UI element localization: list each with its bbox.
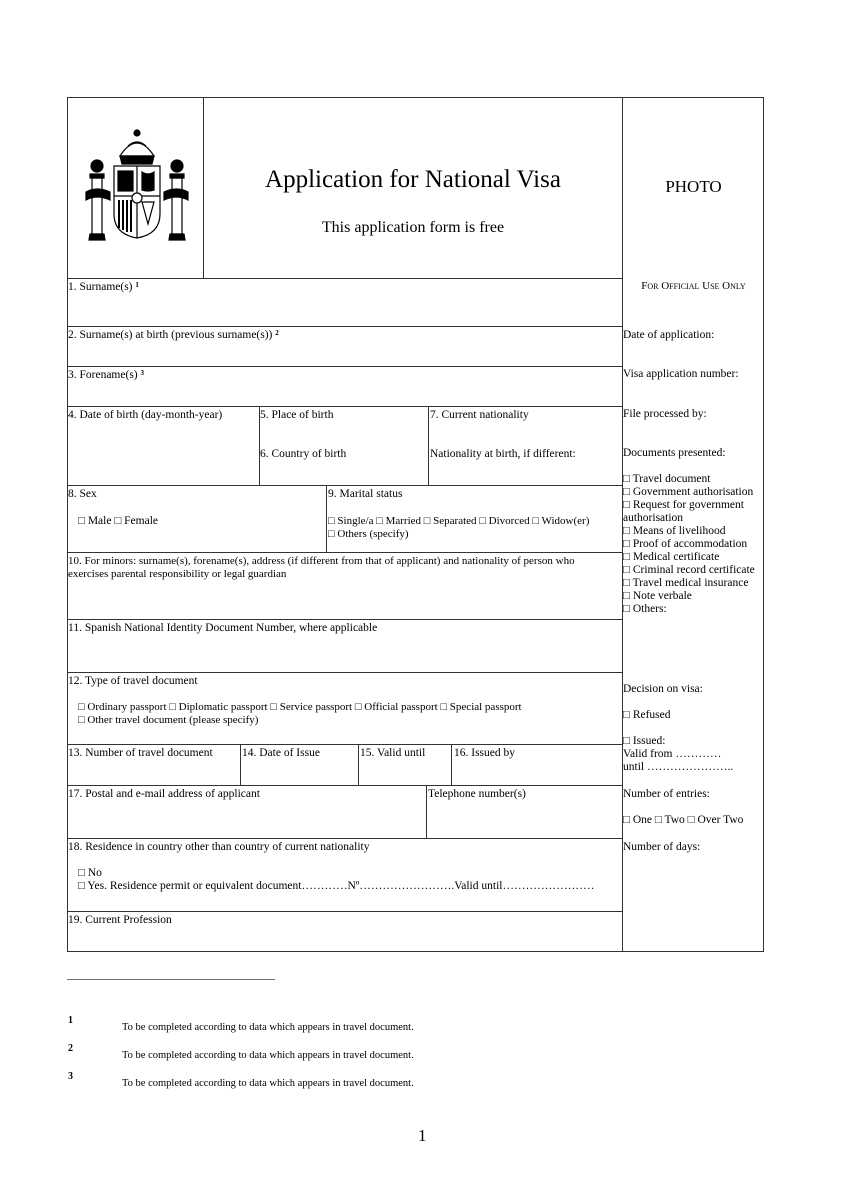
sex-options[interactable]: □ Male □ Female xyxy=(78,515,158,527)
rule-after-f13 xyxy=(67,785,623,786)
official-number-of-entries: Number of entries: xyxy=(623,788,710,800)
field-marital-status: 9. Marital status xyxy=(328,488,403,500)
official-doc-others[interactable]: □ Others: xyxy=(623,603,667,615)
official-file-processed-by: File processed by: xyxy=(623,408,707,420)
field-country-of-birth[interactable]: 6. Country of birth xyxy=(260,448,347,460)
coat-of-arms-icon xyxy=(84,126,190,248)
col-divider-f13-f14 xyxy=(240,744,241,786)
col-divider-f17-phone xyxy=(426,785,427,839)
footnote-text: To be completed according to data which appears in travel document. xyxy=(122,1022,414,1033)
field-sex: 8. Sex xyxy=(68,488,97,500)
rule-after-f18 xyxy=(67,911,623,912)
official-doc-note-verbale[interactable]: □ Note verbale xyxy=(623,590,692,602)
official-use-heading: For Official Use Only xyxy=(641,280,746,292)
marital-options-2[interactable]: □ Others (specify) xyxy=(328,528,409,540)
field-travel-document-number[interactable]: 13. Number of travel document xyxy=(68,747,213,759)
official-doc-criminal-record[interactable]: □ Criminal record certificate xyxy=(623,564,755,576)
field-minors-line1[interactable]: 10. For minors: surname(s), forename(s), address (if different from that of applicant) and nationality of person who xyxy=(68,555,575,567)
official-date-of-application: Date of application: xyxy=(623,329,715,341)
official-doc-request-government-cont: authorisation xyxy=(623,512,684,524)
footnote-text: To be completed according to data which appears in travel document. xyxy=(122,1050,414,1061)
rule-after-f1 xyxy=(67,326,623,327)
field-current-nationality[interactable]: 7. Current nationality xyxy=(430,409,529,421)
official-doc-travel-medical-insurance[interactable]: □ Travel medical insurance xyxy=(623,577,749,589)
official-visa-application-number: Visa application number: xyxy=(623,368,739,380)
field-current-profession[interactable]: 19. Current Profession xyxy=(68,914,172,926)
residence-option-yes[interactable]: □ Yes. Residence permit or equivalent document…………Nº…………………….Valid until…………………… xyxy=(78,880,595,892)
field-travel-document-type: 12. Type of travel document xyxy=(68,675,198,687)
form-subtitle: This application form is free xyxy=(321,219,505,236)
footnote-number: 1 xyxy=(68,1015,73,1026)
footnote-number: 2 xyxy=(68,1043,73,1054)
official-until: until ………………….. xyxy=(623,761,734,773)
field-surname[interactable]: 1. Surname(s) $^1$ xyxy=(68,281,139,293)
travel-doc-options-2[interactable]: □ Other travel document (please specify) xyxy=(78,714,259,726)
field-issued-by[interactable]: 16. Issued by xyxy=(454,747,516,759)
photo-placeholder[interactable]: PHOTO xyxy=(665,177,722,196)
official-documents-presented: Documents presented: xyxy=(623,447,726,459)
page-number: 1 xyxy=(418,1126,427,1145)
official-refused[interactable]: □ Refused xyxy=(623,709,671,721)
field-surname-at-birth[interactable]: 2. Surname(s) at birth (previous surname(s)) $^2$ xyxy=(68,329,279,341)
travel-doc-options-1[interactable]: □ Ordinary passport □ Diplomatic passport □ Service passport □ Official passport □ Special passport xyxy=(78,701,522,713)
official-doc-travel-document[interactable]: □ Travel document xyxy=(623,473,711,485)
official-doc-request-government[interactable]: □ Request for government xyxy=(623,499,744,511)
col-divider-f5-f7 xyxy=(428,406,429,486)
official-entries-options[interactable]: □ One □ Two □ Over Two xyxy=(623,814,744,826)
rule-after-f4 xyxy=(67,485,623,486)
field-valid-until[interactable]: 15. Valid until xyxy=(360,747,426,759)
field-spanish-id[interactable]: 11. Spanish National Identity Document Number, where applicable xyxy=(68,622,378,634)
rule-after-f10 xyxy=(67,619,623,620)
field-telephone[interactable]: Telephone number(s) xyxy=(428,788,526,800)
rule-after-f2 xyxy=(67,366,623,367)
official-valid-from: Valid from ………… xyxy=(623,748,722,760)
form-title: Application for National Visa xyxy=(265,166,561,193)
col-divider-f15-f16 xyxy=(451,744,452,786)
official-doc-medical-certificate[interactable]: □ Medical certificate xyxy=(623,551,720,563)
field-minors-line2: exercises parental responsibility or legal guardian xyxy=(68,568,287,580)
field-residence: 18. Residence in country other than country of current nationality xyxy=(68,841,370,853)
residence-option-no[interactable]: □ No xyxy=(78,867,102,879)
official-issued[interactable]: □ Issued: xyxy=(623,735,666,747)
official-doc-means-of-livelihood[interactable]: □ Means of livelihood xyxy=(623,525,726,537)
field-postal-email[interactable]: 17. Postal and e-mail address of applicant xyxy=(68,788,260,800)
field-nationality-at-birth[interactable]: Nationality at birth, if different: xyxy=(430,448,576,460)
marital-options-1[interactable]: □ Single/a □ Married □ Separated □ Divorced □ Widow(er) xyxy=(328,515,590,527)
footnote-text: To be completed according to data which appears in travel document. xyxy=(122,1078,414,1089)
official-number-of-days: Number of days: xyxy=(623,841,701,853)
field-forenames[interactable]: 3. Forename(s) $^3$ xyxy=(68,369,144,381)
field-date-of-birth[interactable]: 4. Date of birth (day-month-year) xyxy=(68,409,223,421)
footnote-number: 3 xyxy=(68,1071,73,1082)
official-doc-government-authorisation[interactable]: □ Government authorisation xyxy=(623,486,754,498)
footnote-separator xyxy=(67,979,275,980)
field-place-of-birth[interactable]: 5. Place of birth xyxy=(260,409,334,421)
rule-after-f12 xyxy=(67,744,623,745)
official-doc-proof-of-accommodation[interactable]: □ Proof of accommodation xyxy=(623,538,748,550)
col-divider-f14-f15 xyxy=(358,744,359,786)
official-decision-on-visa: Decision on visa: xyxy=(623,683,703,695)
rule-after-f17 xyxy=(67,838,623,839)
header-bottom-rule xyxy=(67,278,623,279)
col-divider-f8-f9 xyxy=(326,485,327,553)
rule-after-f3 xyxy=(67,406,623,407)
rule-after-f11 xyxy=(67,672,623,673)
rule-after-f8 xyxy=(67,552,623,553)
field-date-of-issue[interactable]: 14. Date of Issue xyxy=(242,747,320,759)
